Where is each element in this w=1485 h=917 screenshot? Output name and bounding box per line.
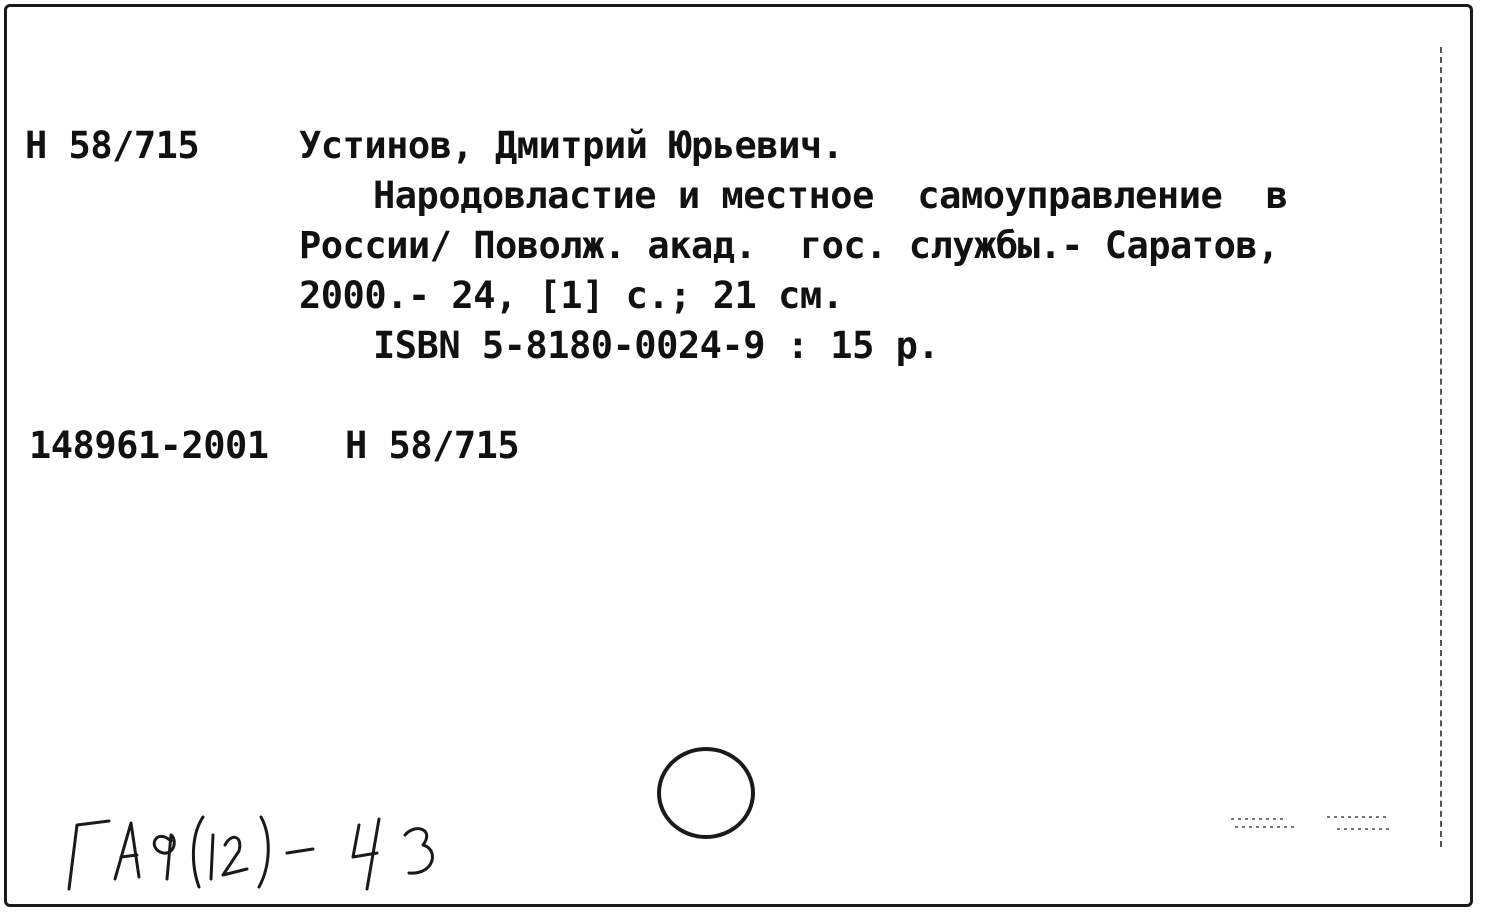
handwritten-shelf-code-drawing [63,805,493,895]
call-number: Н 58/715 [25,124,200,167]
title-line-3: 2000.- 24, [1] с.; 21 см. [299,274,844,317]
title-line-2: России/ Поволж. акад. гос. службы.- Саратов, [299,224,1279,267]
handwritten-shelf-code [63,805,493,895]
inventory-number: 148961-2001 [29,424,269,467]
card-edge-perforation [1440,47,1442,847]
isbn-line: ISBN 5-8180-0024-9 : 15 р. [373,324,940,367]
author-heading: Устинов, Дмитрий Юрьевич. [299,124,844,167]
title-line-1: Народовластие и местное самоуправление в [373,174,1288,217]
punch-hole [657,747,755,839]
print-smudge [1227,807,1397,837]
catalog-card [4,4,1473,907]
inventory-call-number: Н 58/715 [345,424,520,467]
